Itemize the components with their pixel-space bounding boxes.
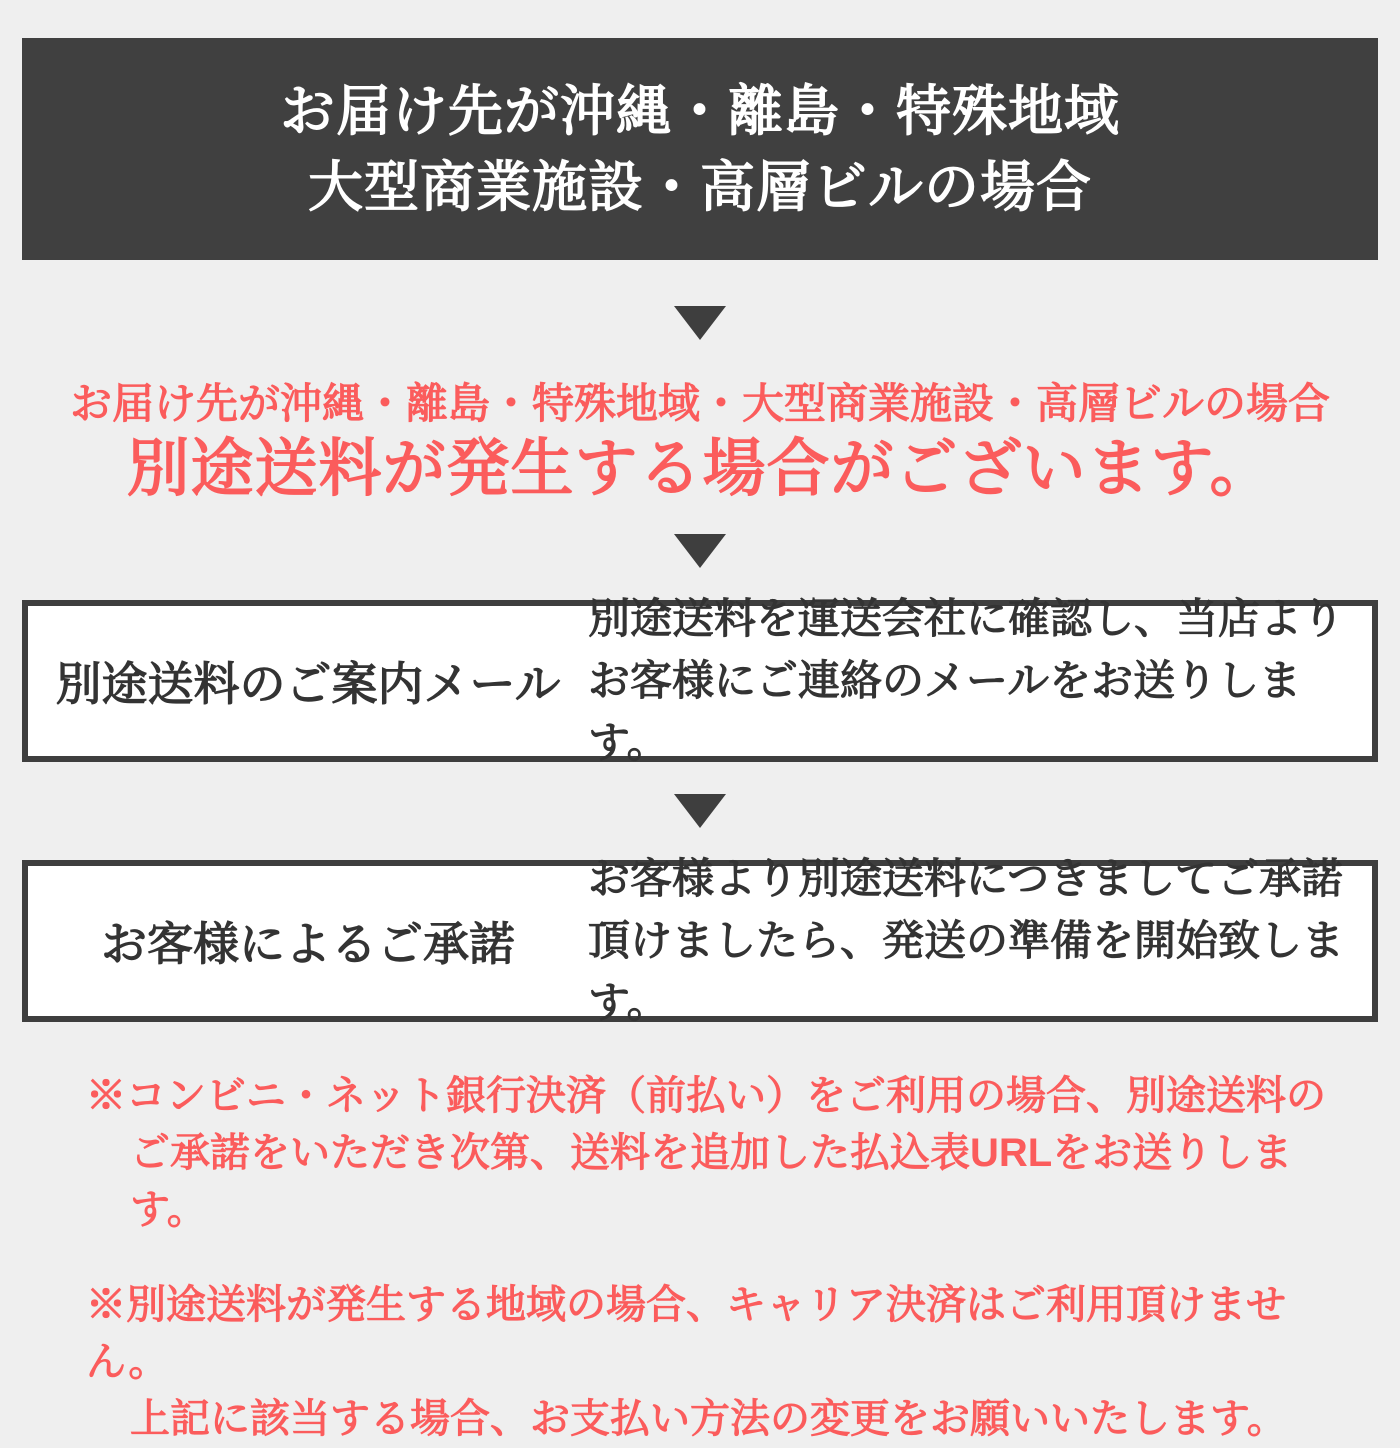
header-line2: 大型商業施設・高層ビルの場合 [307,156,1092,218]
step-description [588,588,1372,774]
highlight-line1: お届け先が沖縄・離島・特殊地域・大型商業施設・高層ビルの場合 [69,380,1330,427]
down-triangle-icon [674,306,726,340]
step-box-shipping-mail [22,595,1378,766]
note-prepayment [86,1068,1360,1239]
step-description-line1: お客様より別途送料につきましてご承諾 [588,855,1344,902]
header-line1: お届け先が沖縄・離島・特殊地域 [279,80,1120,142]
step-label: お客様によるご承諾 [101,918,515,970]
step-description [588,848,1372,1034]
down-triangle-icon [674,534,726,568]
highlight-message [0,376,1400,506]
step-description-line2: お客様にご連絡のメールをお送りします。 [588,657,1302,766]
note-line1: ※コンビニ・ネット銀行決済（前払い）をご利用の場合、別途送料の [86,1074,1326,1118]
header-banner [22,38,1378,260]
step-label: 別途送料のご案内メール [55,658,561,710]
note-carrier-payment [86,1277,1360,1448]
note-line2: ご承諾をいただき次第、送料を追加した払込表URLをお送りします。 [130,1131,1293,1232]
step-description-line1: 別途送料を運送会社に確認し、当店より [588,595,1345,642]
down-triangle-icon [674,794,726,828]
notes-section [86,1068,1360,1448]
highlight-line2: 別途送料が発生する場合がございます。 [126,434,1274,504]
step-description-line2: 頂けましたら、発送の準備を開始致します。 [588,917,1345,1026]
shipping-notice-page [0,38,1400,1441]
note-line1: ※別途送料が発生する地域の場合、キャリア決済はご利用頂けません。 [86,1283,1286,1384]
step-box-customer-approval [22,855,1378,1026]
note-line2: 上記に該当する場合、お支払い方法の変更をお願いいたします。 [130,1397,1287,1441]
